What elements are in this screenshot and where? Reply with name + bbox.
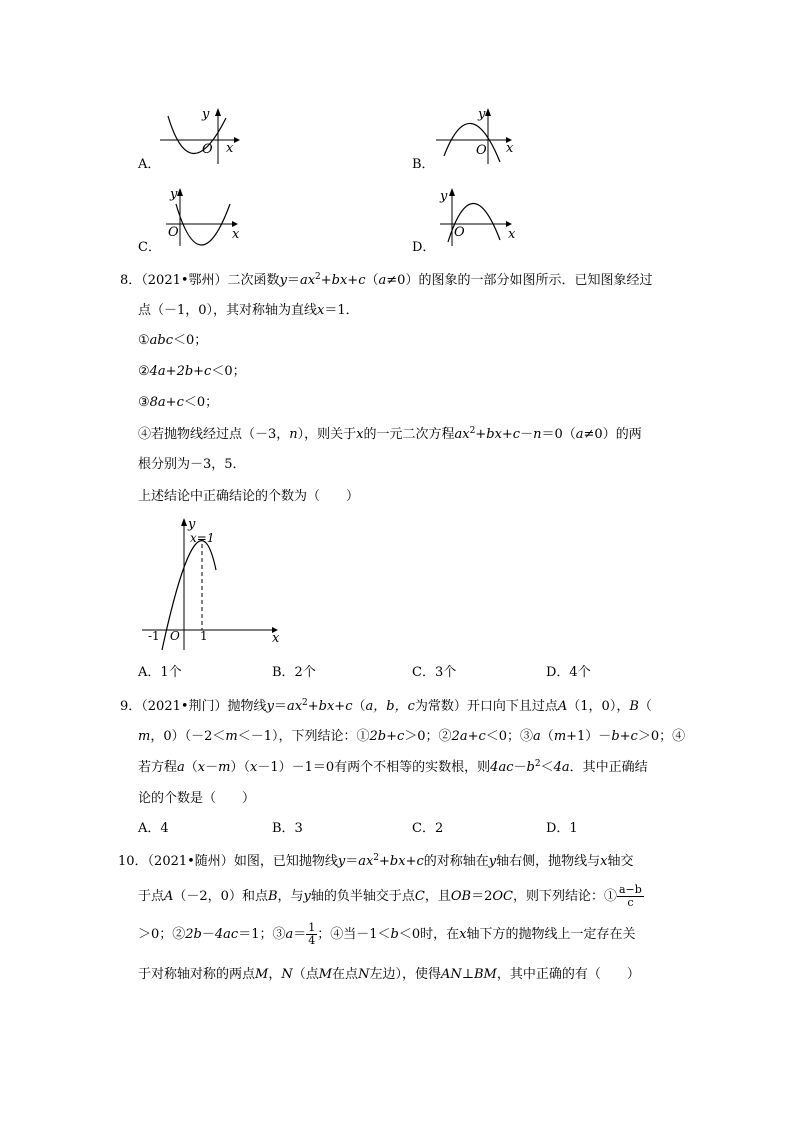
q8-line-2: 点（－1，0），其对称轴为直线x＝1． xyxy=(138,303,359,318)
q9-line-1: 9．（2021•荆门）抛物线$y=ax^2+bx+c(a$，b，c为常数）开口向下且过点A（1，0），B（ xyxy=(120,698,652,714)
parabola xyxy=(444,123,500,162)
fraction-one-quarter: $\frac{1}{4}$ xyxy=(308,921,316,947)
symmetry-label: x=1 xyxy=(190,531,215,545)
y-label: y xyxy=(440,189,448,204)
x-axis-arrow-icon xyxy=(234,137,240,143)
y-axis-arrow-icon xyxy=(181,518,187,526)
one-label: 1 xyxy=(200,629,208,643)
q7-graph-c xyxy=(160,186,250,248)
q9-choice-c[interactable]: C．2 xyxy=(412,821,444,836)
q9-choice-a[interactable]: A．4 xyxy=(138,821,169,836)
origin-label: O xyxy=(476,143,487,158)
fraction-a-minus-b-over-c: $\frac{a-b}{c}$ xyxy=(619,883,642,909)
origin-label: O xyxy=(454,225,465,240)
q7-option-d-label: D． xyxy=(412,240,436,255)
q9-choice-b[interactable]: B．3 xyxy=(272,821,303,836)
origin-label: O xyxy=(170,629,180,643)
q7-graph-d xyxy=(436,186,526,248)
q7-option-b-label: B． xyxy=(412,157,435,172)
q8-choice-b[interactable]: B．2个 xyxy=(272,665,316,680)
q10-line-4: 于对称轴对称的两点M，N（点M在点N左边），使得AN⊥BM，其中正确的有（ ） xyxy=(138,967,640,982)
y-label: y xyxy=(478,107,486,122)
q8-statement-4: ④若抛物线经过点（－3，n），则关于x的一元二次方程$ax^2+bx+c-n=0(a\ne 0)$的两 xyxy=(138,426,642,442)
y-axis-arrow-icon xyxy=(215,108,221,116)
y-label: y xyxy=(202,107,210,122)
q7-graph-a xyxy=(160,104,250,166)
q10-line-3: ＞0；②2b－4ac＝1；③a＝ $\frac{1}{4}$ ；④当－1＜b＜0时，在x轴下方的抛物线上一定存在关 xyxy=(138,921,636,947)
q7-option-a-label: A． xyxy=(138,157,161,172)
parabola xyxy=(168,116,226,154)
x-label: x xyxy=(506,141,514,156)
q10-line-1: 10．（2021•随州）如图，已知抛物线$y=ax^2+bx+c$的对称轴在y轴右侧，抛物线与x轴交 xyxy=(118,853,634,869)
y-label: y xyxy=(188,517,196,532)
y-axis-arrow-icon xyxy=(177,188,183,196)
y-axis-arrow-icon xyxy=(485,108,491,116)
q7-option-c-label: C． xyxy=(138,240,161,255)
x-label: x xyxy=(232,227,240,242)
x-label: x xyxy=(508,227,516,242)
q8-choice-c[interactable]: C．3个 xyxy=(412,665,457,680)
q10-line-2: 于点A（－2，0）和点B，与y轴的负半轴交于点C，且OB＝2OC，则下列结论：① $\frac{a-b}{c}$ xyxy=(138,883,642,909)
q9-line-2: m，0）（－2＜m＜－1），下列结论：①2b+c＞0；②2a+c＜0；③a（m+1）－b+c＞0；④ xyxy=(138,729,686,744)
y-axis-arrow-icon xyxy=(449,188,455,196)
q9-line-4: 论的个数是（ ） xyxy=(138,791,256,806)
q8-graph xyxy=(140,514,290,654)
q8-statement-1: ①abc＜0； xyxy=(138,333,208,348)
q8-statement-3: ③8a+c＜0； xyxy=(138,395,219,410)
q9-choice-d[interactable]: D．1 xyxy=(546,821,578,836)
q8-choice-a[interactable]: A．1个 xyxy=(138,665,182,680)
x-label: x xyxy=(272,631,280,646)
x-label: x xyxy=(226,141,234,156)
q8-choice-d[interactable]: D．4个 xyxy=(546,665,591,680)
origin-label: O xyxy=(168,225,179,240)
q8-statement-4-cont: 根分别为－3，5． xyxy=(138,457,246,472)
y-label: y xyxy=(170,187,178,202)
q8-statement-2: ②4a+2b+c＜0； xyxy=(138,364,246,379)
neg-one-label: -1 xyxy=(148,629,160,643)
q7-graph-b xyxy=(436,104,526,166)
q8-line-1: 8．（2021•鄂州）二次函数$y=ax^2+bx+c(a\ne 0)$的图象的一部分如图所示．已知图象经过 xyxy=(120,272,653,288)
q8-question: 上述结论中正确结论的个数为（ ） xyxy=(138,489,360,504)
q9-line-3: 若方程a（x－m）（x－1）－1＝0有两个不相等的实数根，则$4ac-b^2<4a$．其中正确结 xyxy=(138,759,648,775)
origin-label: O xyxy=(202,142,213,157)
